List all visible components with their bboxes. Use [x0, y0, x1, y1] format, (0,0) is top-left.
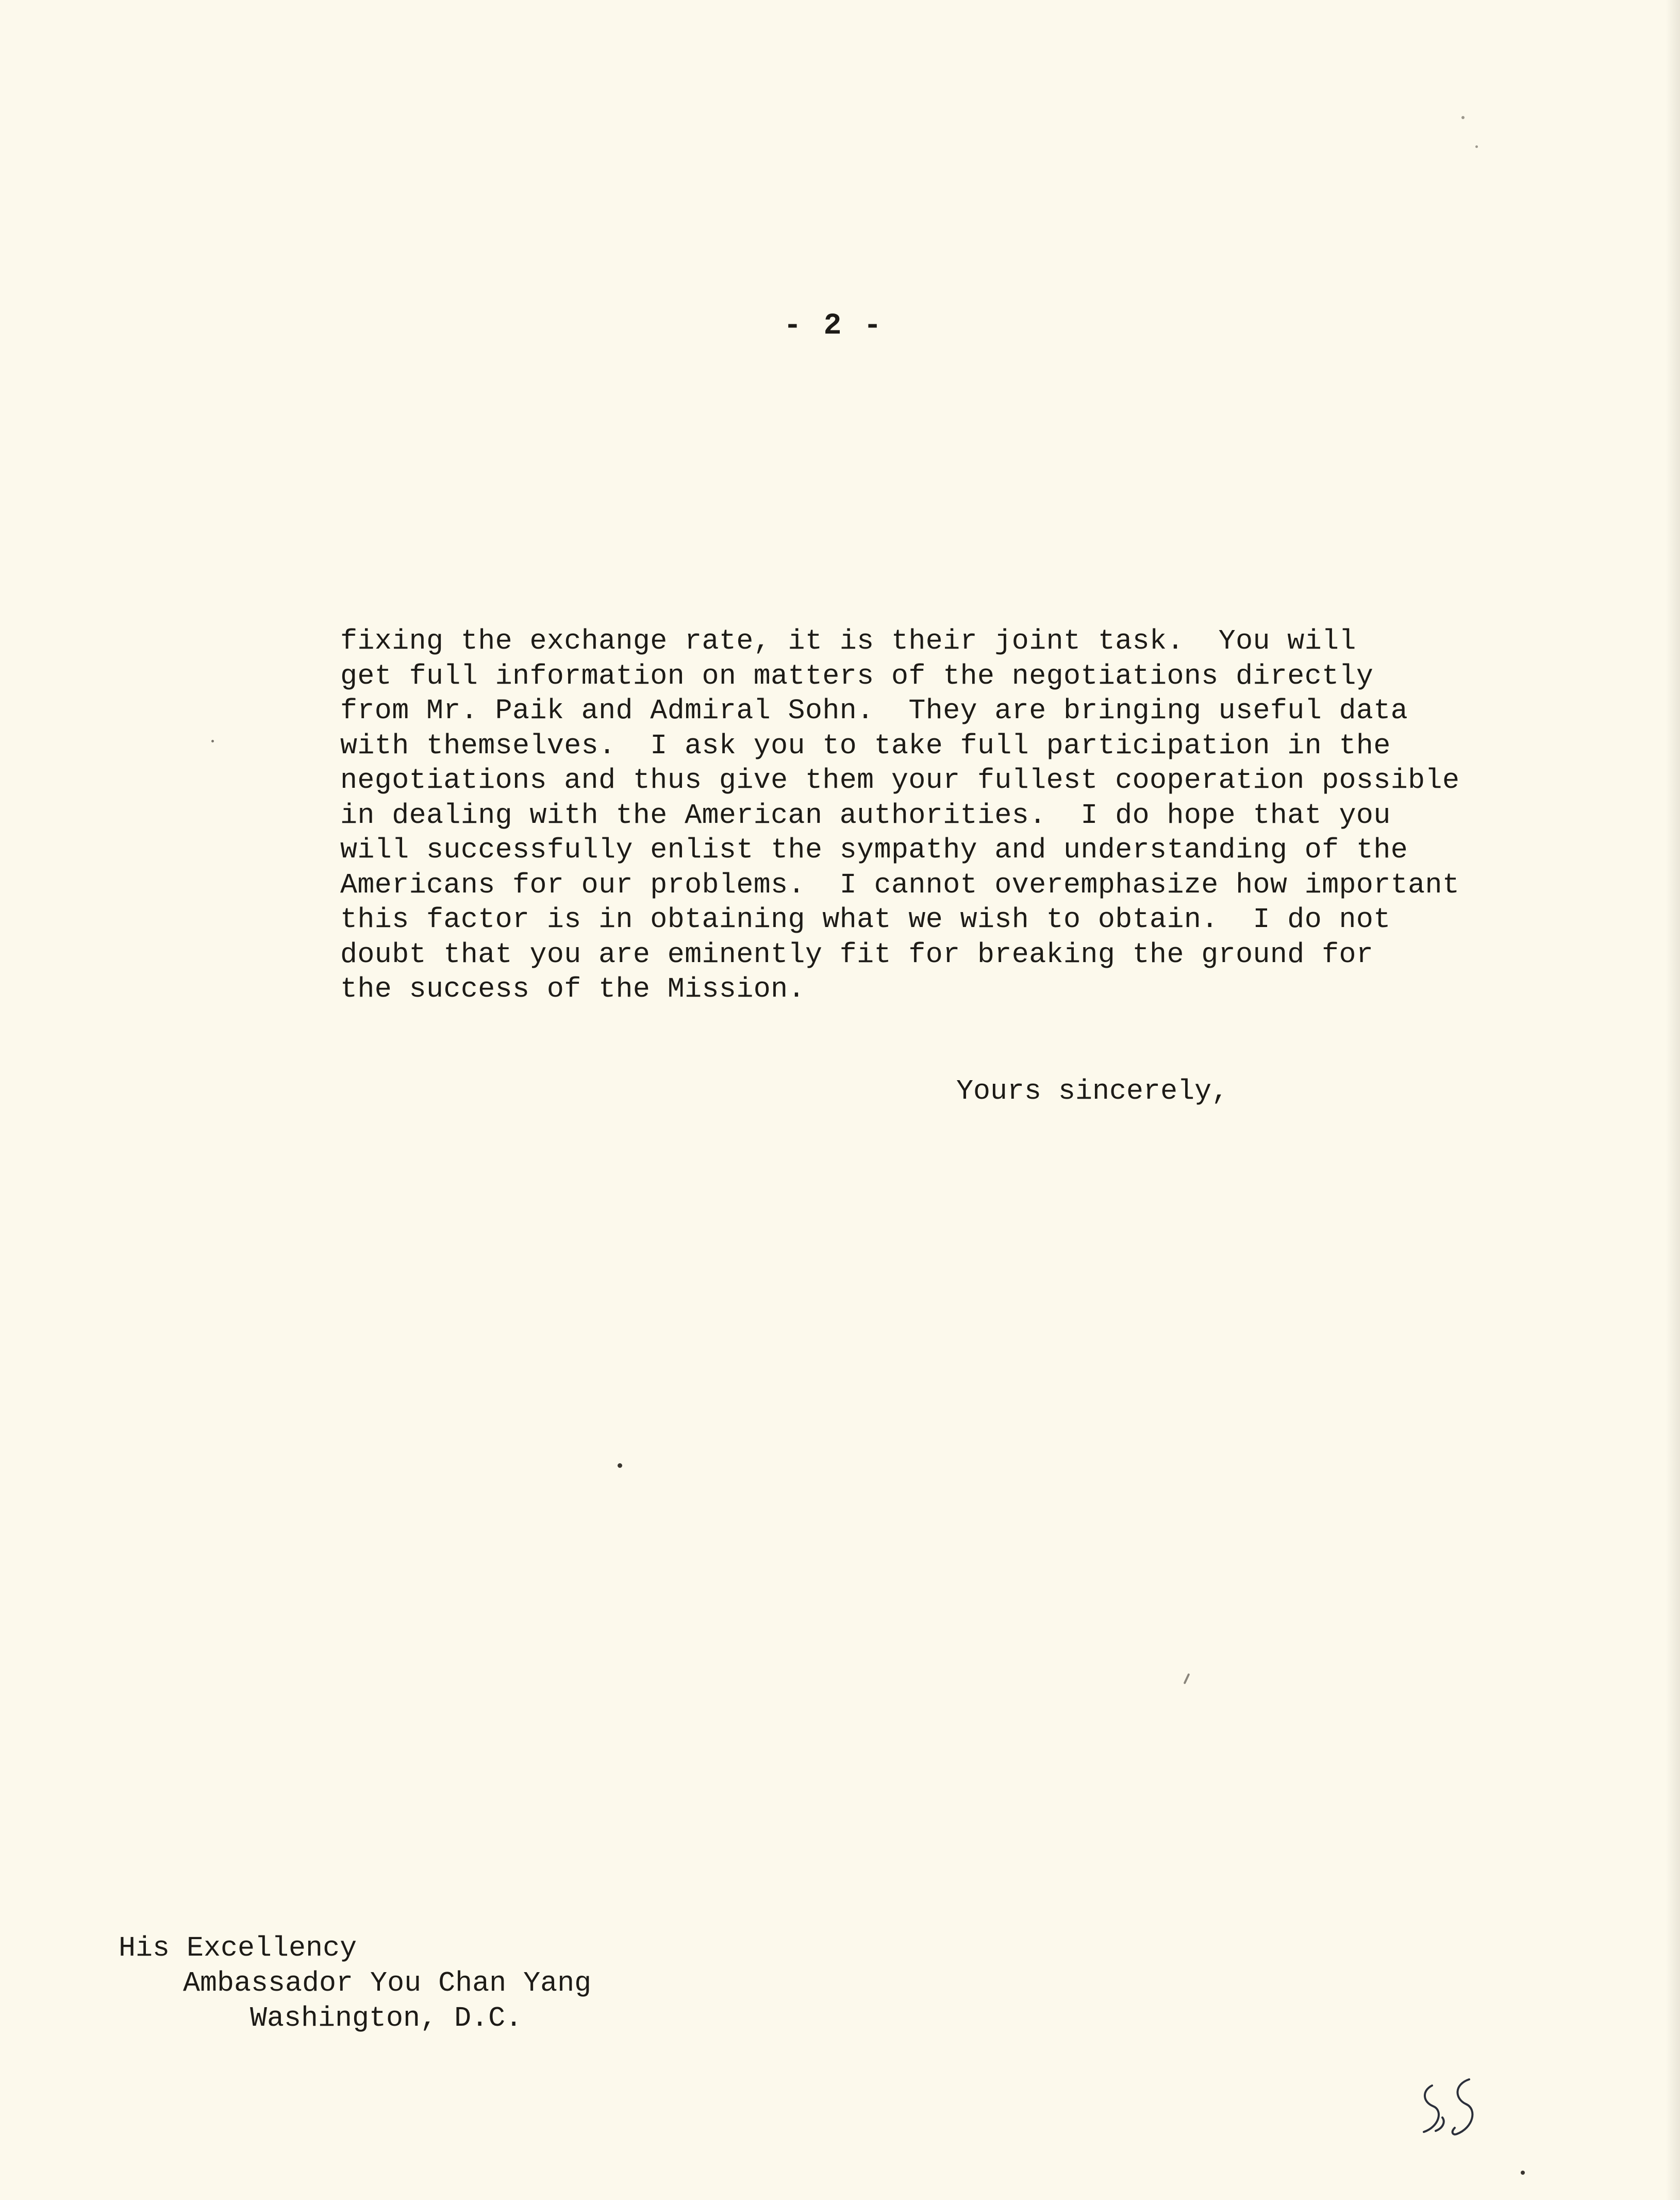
page-edge-shadow [1666, 0, 1680, 2200]
handwritten-initials-mark [1412, 2070, 1500, 2147]
paper-speck [1521, 2171, 1525, 2175]
body-line: this factor is in obtaining what we wish to obtain. I do not [340, 903, 1391, 936]
paper-speck [211, 740, 214, 742]
body-line: get full information on matters of the negotiations directly [340, 659, 1374, 692]
recipient-city: Washington, D.C. [250, 2002, 523, 2034]
body-line: Americans for our problems. I cannot overemphasize how important [340, 868, 1460, 901]
body-line: the success of the Mission. [340, 973, 805, 1005]
closing-salutation: Yours sincerely, [956, 1075, 1229, 1107]
recipient-address [119, 1931, 591, 2036]
body-line: doubt that you are eminently fit for breaking the ground for [340, 938, 1374, 971]
letter-body [340, 624, 1459, 1007]
paper-speck [1461, 116, 1465, 119]
paper-speck [1184, 1673, 1190, 1684]
page-number: - 2 - [784, 309, 884, 343]
body-line: in dealing with the American authorities. I do hope that you [340, 799, 1391, 832]
body-line: negotiations and thus give them your fullest cooperation possible [340, 764, 1460, 797]
body-line: from Mr. Paik and Admiral Sohn. They are bringing useful data [340, 694, 1408, 727]
recipient-title: His Excellency [119, 1932, 357, 1964]
body-line: with themselves. I ask you to take full participation in the [340, 729, 1391, 762]
paper-speck [1475, 145, 1478, 148]
recipient-name: Ambassador You Chan Yang [183, 1967, 592, 1999]
body-line: will successfully enlist the sympathy and understanding of the [340, 834, 1408, 866]
body-line: fixing the exchange rate, it is their joint task. You will [340, 625, 1356, 657]
paper-speck [618, 1463, 622, 1468]
